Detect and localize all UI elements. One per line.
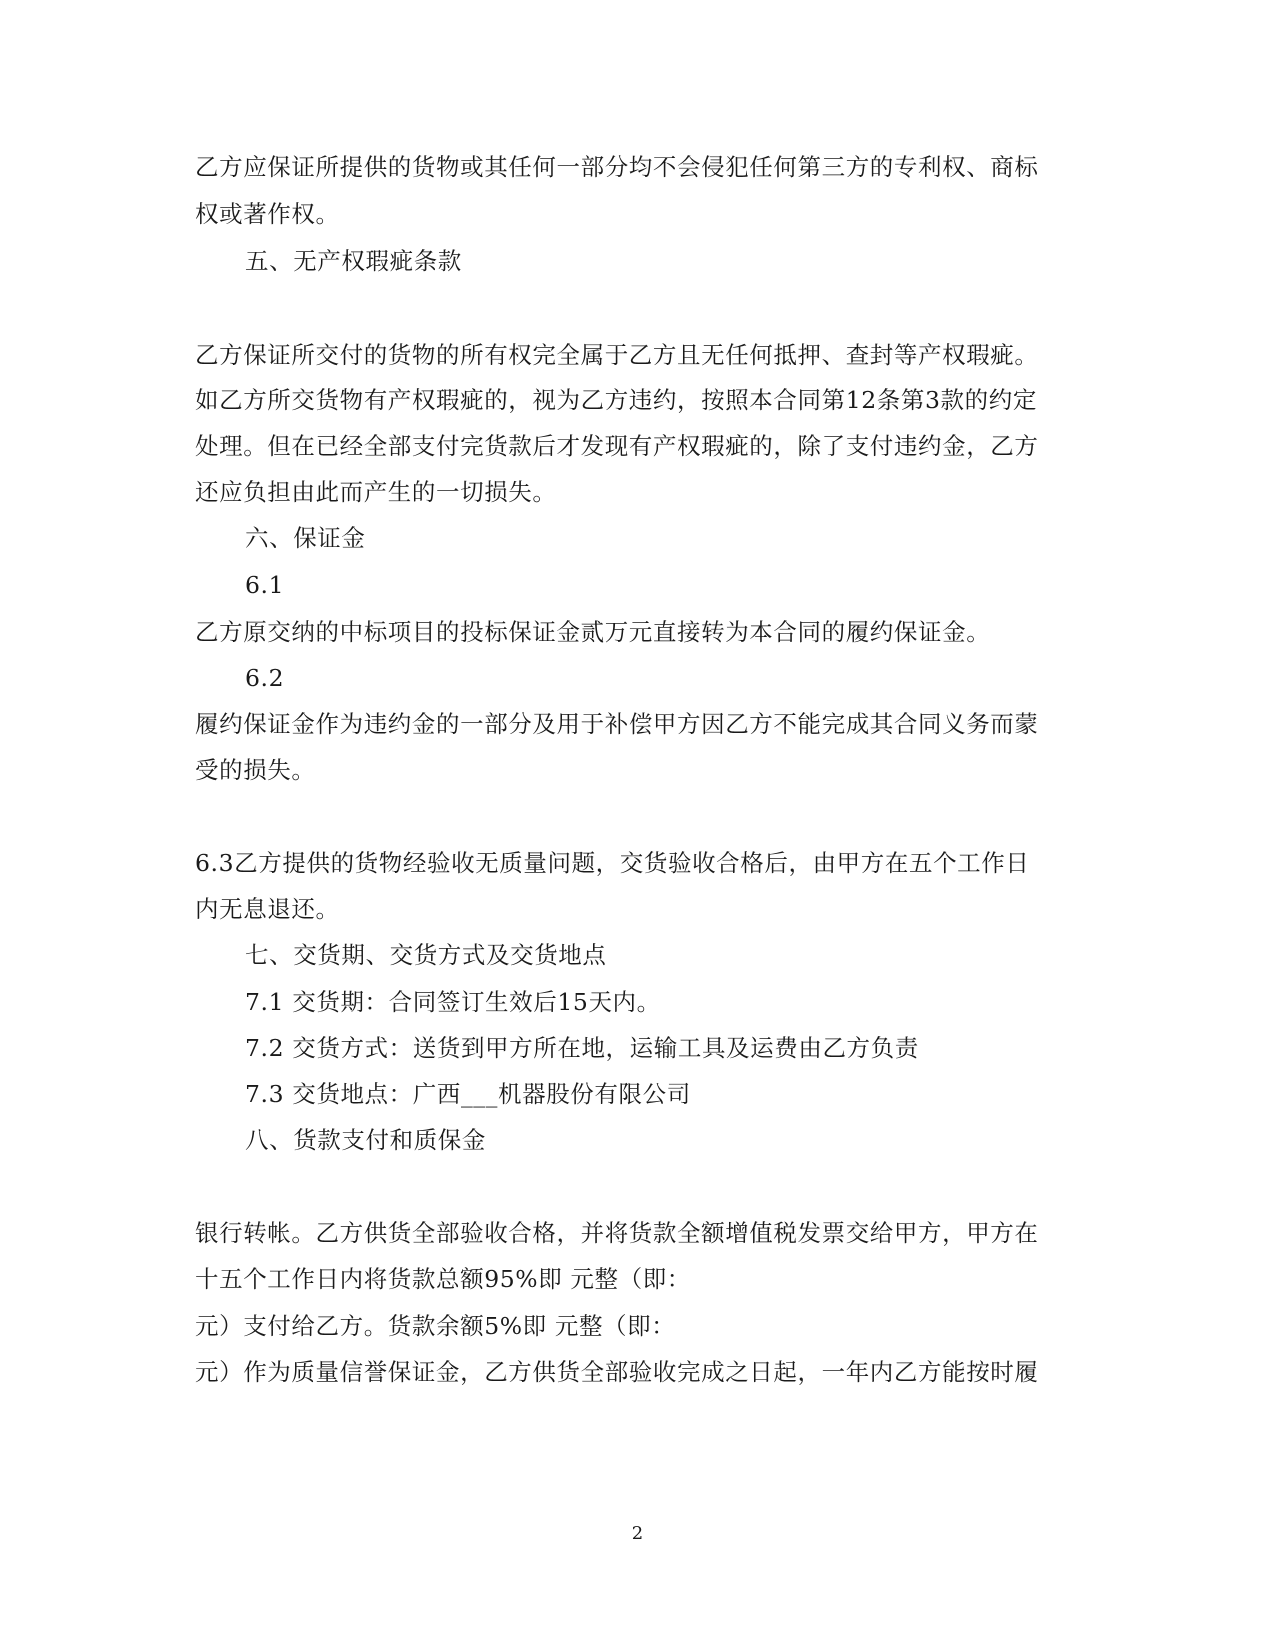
body-text-line: 乙方应保证所提供的货物或其任何一部分均不会侵犯任何第三方的专利权、商标 — [195, 153, 1039, 181]
section-heading: 七、交货期、交货方式及交货地点 — [245, 941, 607, 969]
clause-number: 6.2 — [245, 664, 285, 692]
body-text-line: 元）作为质量信誉保证金，乙方供货全部验收完成之日起，一年内乙方能按时履 — [195, 1358, 1039, 1386]
body-text-line: 履约保证金作为违约金的一部分及用于补偿甲方因乙方不能完成其合同义务而蒙 — [195, 710, 1039, 738]
body-text-line: 受的损失。 — [195, 756, 316, 784]
clause-line: 7.1 交货期：合同签订生效后15天内。 — [245, 988, 661, 1016]
body-text-line: 乙方保证所交付的货物的所有权完全属于乙方且无任何抵押、查封等产权瑕疵。 — [195, 341, 1039, 369]
clause-number: 6.1 — [245, 571, 285, 599]
section-heading: 八、货款支付和质保金 — [245, 1126, 486, 1154]
body-text-line: 内无息退还。 — [195, 895, 340, 923]
body-text-line: 处理。但在已经全部支付完货款后才发现有产权瑕疵的，除了支付违约金，乙方 — [195, 432, 1039, 460]
body-text-line: 乙方原交纳的中标项目的投标保证金贰万元直接转为本合同的履约保证金。 — [195, 618, 991, 646]
body-text-line: 还应负担由此而产生的一切损失。 — [195, 478, 557, 506]
clause-line: 7.2 交货方式：送货到甲方所在地，运输工具及运费由乙方负责 — [245, 1034, 919, 1062]
body-text-line: 权或著作权。 — [195, 200, 340, 228]
body-text-line: 十五个工作日内将货款总额95%即 元整（即： — [195, 1265, 691, 1293]
body-text-line: 银行转帐。乙方供货全部验收合格，并将货款全额增值税发票交给甲方，甲方在 — [195, 1219, 1039, 1247]
body-text-line: 如乙方所交货物有产权瑕疵的，视为乙方违约，按照本合同第12条第3款的约定 — [195, 386, 1037, 414]
section-heading: 六、保证金 — [245, 524, 366, 552]
body-text-line: 6.3乙方提供的货物经验收无质量问题，交货验收合格后，由甲方在五个工作日 — [195, 849, 1030, 877]
page-number: 2 — [631, 1523, 644, 1544]
body-text-line: 元）支付给乙方。货款余额5%即 元整（即： — [195, 1312, 676, 1340]
section-heading: 五、无产权瑕疵条款 — [245, 247, 462, 275]
clause-line: 7.3 交货地点：广西___机器股份有限公司 — [245, 1080, 691, 1108]
